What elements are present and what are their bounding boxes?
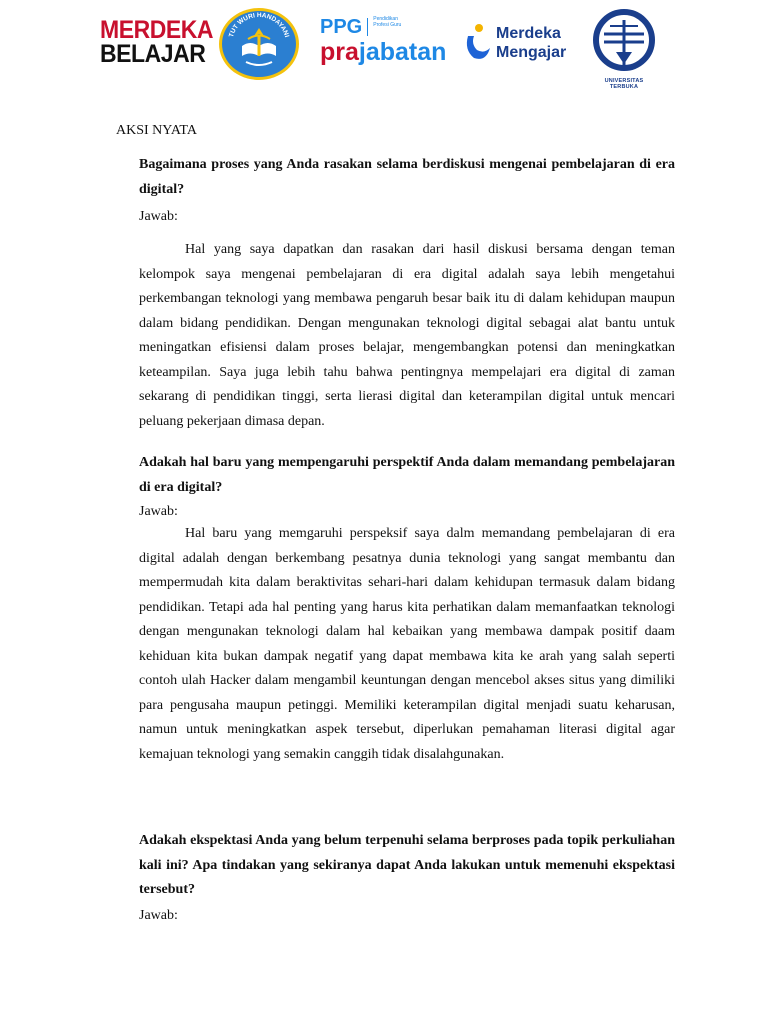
ppg-word: PPG (320, 16, 363, 38)
answer-2: Hal baru yang memgaruhi perspeksif saya dalm memandang pembelajaran di era digital adalah dengan berkembang pesatnya dunia teknologi yang sangat membantu dan mempermudah kita dalam beraktivitas sehari-hari dalam kehidupan termasuk dalam bidang pendidikan. Tetapi ada hal penting yang harus kita perhatikan dalam memanfaatkan teknologi dengan mengunakan teknologi dalam hal kebaikan yang membawa dampak positif daam kehiduan kita bukan dampak negatif yang dapat membawa kita ke arah yang salah seperti contoh ulah Hacker dalam mengambil keuntungan dengan mencebol akses situs yang dimiliki para pengusaha maupun petinggi. Memiliki keterampilan digital menjadi suatu keharusan, namun untuk meningkatkan aspek tersebut, diperlukan pemahaman literasi digital agar kemajuan teknologi yang semakin canggih tidak disalahgunakan. (139, 526, 675, 762)
question-1: Bagaimana proses yang Anda rasakan selama berdiskusi mengenai pembelajaran di era digital? (139, 157, 675, 197)
answer-label-3: Jawab: (139, 908, 178, 923)
answer-label-1: Jawab: (139, 209, 178, 224)
merdeka-mengajar-line1: Merdeka (496, 25, 561, 42)
merdeka-belajar-line2: BELAJAR (100, 40, 206, 68)
ppg-subtitle: Pendidikan Profesi Guru (373, 16, 402, 28)
ut-emblem-icon (590, 8, 658, 78)
ppg-prajabatan-logo (320, 16, 448, 72)
ppg-jabatan: jabatan (358, 38, 447, 66)
tutwuri-motto: TUT WURI HANDAYANI (227, 11, 291, 39)
merdeka-belajar-line1: MERDEKA (100, 16, 214, 44)
page-title: AKSI NYATA (116, 123, 197, 138)
merdeka-mengajar-icon (462, 22, 492, 62)
universitas-terbuka-logo (590, 8, 658, 88)
ppg-pra: pra (320, 38, 359, 66)
ppg-divider (367, 18, 368, 36)
merdeka-mengajar-logo (462, 20, 574, 66)
ut-caption: UNIVERSITAS TERBUKA (604, 78, 644, 90)
logo-strip (0, 0, 768, 100)
question-3: Adakah ekspektasi Anda yang belum terpenuhi selama berproses pada topik perkuliahan kali ini? Apa tindakan yang sekiranya dapat Anda lakukan untuk memenuhi ekspektasi tersebut? (139, 833, 675, 897)
answer-label-2: Jawab: (139, 504, 178, 519)
merdeka-belajar-logo (100, 16, 214, 74)
tut-wuri-handayani-logo (218, 6, 300, 82)
question-2: Adakah hal baru yang mempengaruhi perspektif Anda dalam memandang pembelajaran di era digital? (139, 455, 675, 495)
answer-1: Hal yang saya dapatkan dan rasakan dari hasil diskusi bersama dengan teman kelompok saya mengenai pembelajaran di era digital adalah saya lebih mengetahui perkembangan teknologi yang membawa pengaruh besar baik itu di dalam kehidupan maupun dalam bidang pendidikan. Dengan mengunakan teknologi digital sebagai alat bantu untuk meningatkan efisiensi dalam proses belajar, mengembangkan potensi dan meningkatkan keteampilan. Saya juga lebih tahu bahwa pentingnya mempelajari era digital di zaman sekarang di pendidikan tinggi, serta lierasi digital dan keterampilan digital untuk mencari peluang pekerjaan dimasa depan. (139, 242, 675, 429)
merdeka-mengajar-line2: Mengajar (496, 44, 567, 61)
